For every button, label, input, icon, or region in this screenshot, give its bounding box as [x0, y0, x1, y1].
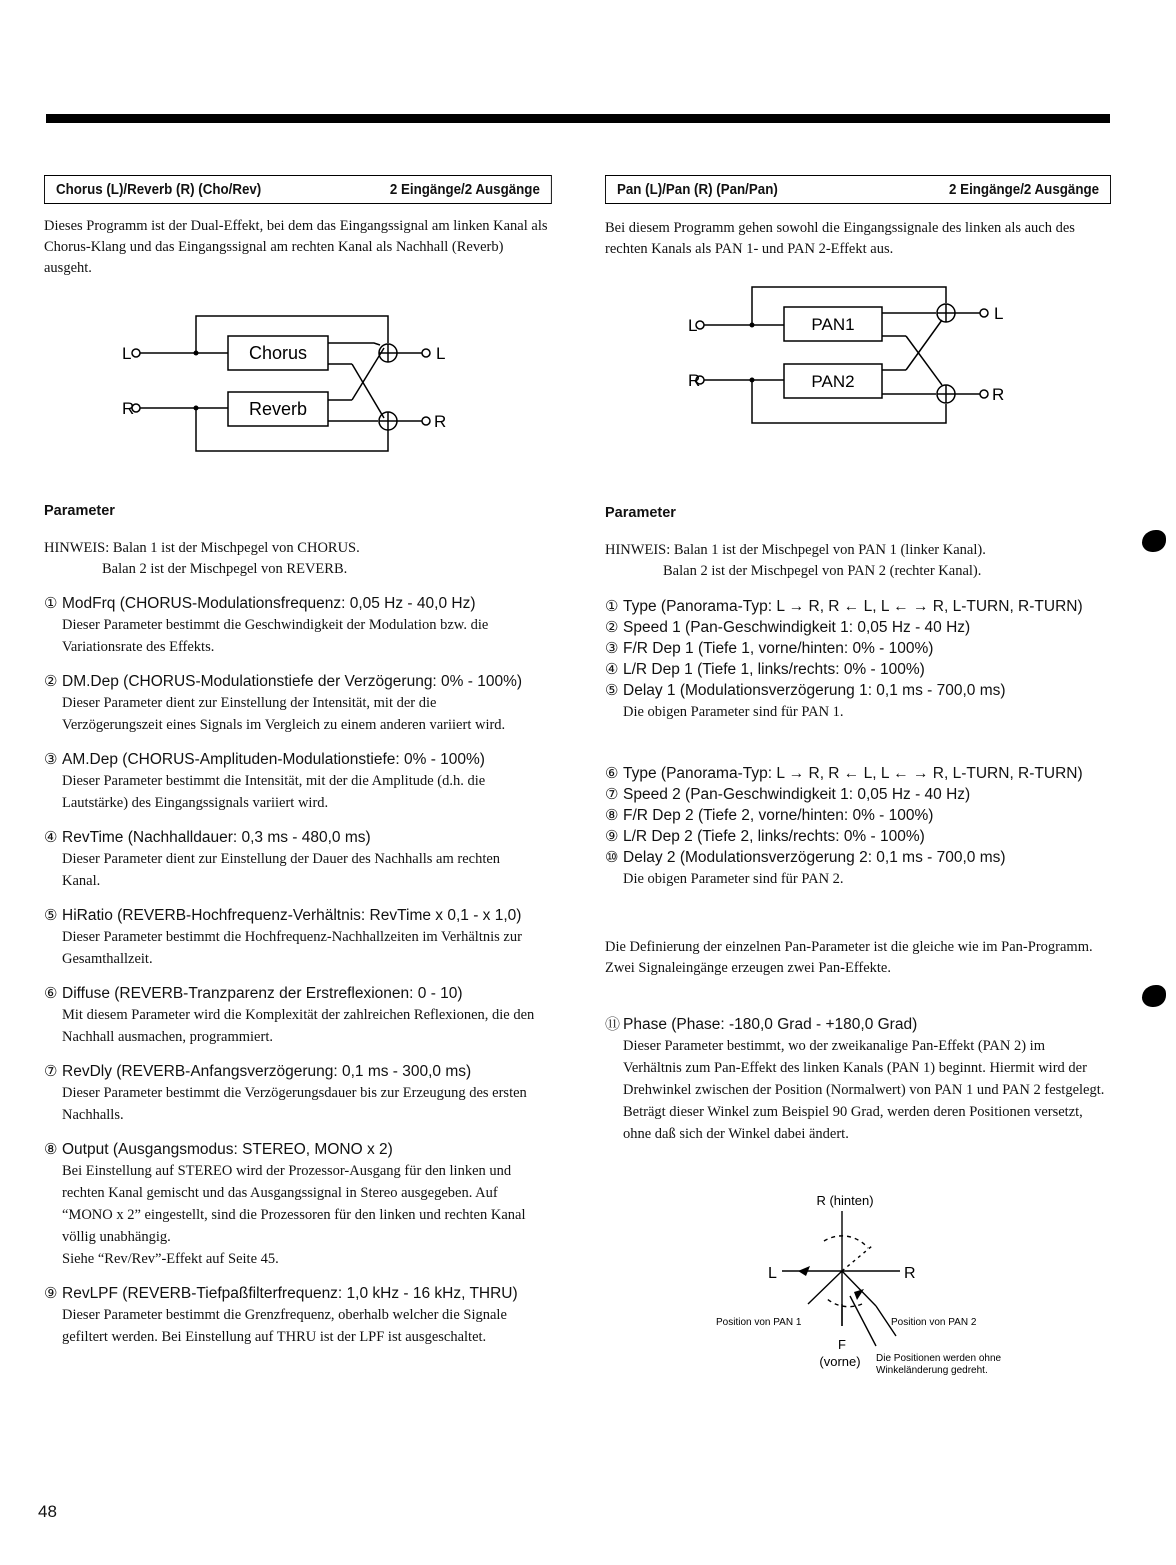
left-param-6 [44, 983, 536, 1048]
param-title: Speed 1 (Pan-Geschwindigkeit 1: 0,05 Hz - 40 Hz) [623, 619, 971, 636]
page-number: 48 [38, 1502, 57, 1521]
left-note-line2: Balan 2 ist der Mischpegel von REVERB. [102, 561, 348, 577]
diagram-box-reverb: Reverb [248, 399, 308, 419]
left-param-9 [44, 1283, 536, 1348]
margin-mark [1142, 530, 1166, 552]
left-section-header [44, 175, 552, 204]
diagram-box-chorus: Chorus [248, 343, 308, 363]
margin-mark [1142, 985, 1166, 1007]
right-param-3 [605, 638, 1095, 659]
left-param-1 [44, 593, 536, 658]
param-title: F/R Dep 1 (Tiefe 1, vorne/hinten: 0% - 100%) [623, 640, 934, 657]
pan-diagram-in-l: L [688, 316, 698, 335]
param-desc: Dieser Parameter bestimmt die Geschwindigkeit der Modulation bzw. die Variationsrate des Effekts. [62, 617, 489, 655]
right-note-line1: HINWEIS: Balan 1 ist der Mischpegel von PAN 1 (linker Kanal). [605, 542, 986, 558]
diagram-out-r: R [434, 412, 447, 431]
left-header-io: 2 Eingänge/2 Ausgänge [389, 181, 540, 198]
phase-right-label: R [904, 1265, 916, 1282]
right-param-4 [605, 659, 1095, 680]
param-title: HiRatio (REVERB-Hochfrequenz-Verhältnis: RevTime x 0,1 - x 1,0) [62, 907, 522, 924]
param-number: ⑧ [44, 1141, 58, 1158]
right-note [605, 540, 1110, 582]
pan-diagram-out-r: R [992, 385, 1005, 404]
right-param-10 [605, 847, 1095, 868]
left-param-7 [44, 1061, 536, 1126]
right-section-header [605, 175, 1111, 204]
right-parameter-heading: Parameter [605, 505, 676, 521]
param-number: ⑥ [605, 765, 619, 782]
param-number: ⑦ [605, 786, 619, 803]
phase-note-line2: Winkeländerung gedreht. [876, 1365, 988, 1376]
param-title: RevLPF (REVERB-Tiefpaßfilterfrequenz: 1,0 kHz - 16 kHz, THRU) [62, 1285, 518, 1302]
left-param-5 [44, 905, 536, 970]
param-desc: Dieser Parameter bestimmt die Grenzfrequenz, oberhalb welcher die Signale gefiltert werden. Bei Einstellung auf THRU ist der LPF ist ausgeschaltet. [62, 1307, 507, 1345]
right-param-9 [605, 826, 1095, 847]
param-desc: Dieser Parameter dient zur Einstellung der Dauer des Nachhalls am rechten Kanal. [62, 851, 501, 889]
param-title: Type (Panorama-Typ: L → R, R ← L, L ← → R, L-TURN, R-TURN) [623, 765, 1083, 782]
diagram-out-l: L [436, 344, 446, 363]
param-title: RevDly (REVERB-Anfangsverzögerung: 0,1 ms - 300,0 ms) [62, 1063, 472, 1080]
param-desc: Dieser Parameter dient zur Einstellung der Intensität, mit der die Verzögerungszeit eines Signals im Vergleich zu einem anderen variiert wird. [62, 695, 506, 733]
param-title: Phase (Phase: -180,0 Grad - +180,0 Grad) [623, 1016, 918, 1033]
param-number: ⑤ [44, 907, 58, 924]
left-param-3 [44, 749, 536, 814]
phase-top-label: R (hinten) [816, 1193, 874, 1208]
left-parameter-heading: Parameter [44, 503, 115, 519]
param-title: F/R Dep 2 (Tiefe 2, vorne/hinten: 0% - 100%) [623, 807, 934, 824]
param-number: ⑤ [605, 682, 619, 699]
param-title: Diffuse (REVERB-Tranzparenz der Erstreflexionen: 0 - 10) [62, 985, 463, 1002]
left-param-2 [44, 671, 536, 736]
right-param-1 [605, 596, 1095, 617]
param-number: ⑧ [605, 807, 619, 824]
param-number: ⑥ [44, 985, 58, 1002]
left-intro: Dieses Programm ist der Dual-Effekt, bei dem das Eingangssignal am linken Kanal als Chorus-Klang und das Eingangssignal am rechten Kanal als Nachhall (Reverb) ausgeht. [44, 218, 548, 276]
pan-diagram-box-pan1: PAN1 [811, 315, 855, 334]
right-param-2 [605, 617, 1095, 638]
param-title: Speed 2 (Pan-Geschwindigkeit 1: 0,05 Hz - 40 Hz) [623, 786, 971, 803]
param-number: ② [605, 619, 619, 636]
left-parameter-list [44, 593, 536, 1348]
phase-bottom-label-2: (vorne) [819, 1354, 861, 1369]
param-number: ⑩ [605, 849, 619, 866]
right-header-io: 2 Eingänge/2 Ausgänge [949, 181, 1100, 198]
phase-bottom-label: F [838, 1337, 846, 1352]
param-number: ③ [605, 640, 619, 657]
param-title: L/R Dep 1 (Tiefe 1, links/rechts: 0% - 100%) [623, 661, 925, 678]
phase-pos2-label: Position von PAN 2 [891, 1317, 977, 1328]
param-desc-extra: Siehe “Rev/Rev”-Effekt auf Seite 45. [62, 1251, 279, 1267]
phase-left-label: L [768, 1265, 777, 1282]
phase-diagram [700, 1186, 1060, 1386]
param-number: ⑨ [44, 1285, 58, 1302]
diagram-in-r: R [122, 399, 135, 418]
left-param-8 [44, 1139, 536, 1270]
param-number: ⑨ [605, 828, 619, 845]
param-desc: Dieser Parameter bestimmt die Intensität, mit der die Amplitude (d.h. die Lautstärke) des Eingangssignals variiert wird. [62, 773, 486, 811]
param-number: ⑪ [605, 1016, 621, 1033]
param-number: ④ [44, 829, 58, 846]
right-group-2-note: Die obigen Parameter sind für PAN 2. [623, 871, 844, 887]
right-param-7 [605, 784, 1095, 805]
param-number: ① [605, 598, 619, 615]
param-title: AM.Dep (CHORUS-Amplituden-Modulationstiefe: 0% - 100%) [62, 751, 485, 768]
param-desc: Dieser Parameter bestimmt, wo der zweikanalige Pan-Effekt (PAN 2) im Verhältnis zum Pan-Effekt des linken Kanals (PAN 1) beginnt. Hiermit wird der Drehwinkel zwischen der Position (Normalwert) von PAN 1 und PAN 2 festgelegt. Beträgt dieser Winkel zum Beispiel 90 Grad, werden deren Positionen versetzt, ohne daß sich der Winkel dabei ändert. [623, 1038, 1105, 1142]
right-parameter-group-1 [605, 596, 1095, 723]
param-number: ② [44, 673, 58, 690]
right-group-1-note: Die obigen Parameter sind für PAN 1. [623, 704, 844, 720]
top-rule [46, 114, 1110, 123]
right-param-11 [605, 1014, 1105, 1145]
left-param-4 [44, 827, 536, 892]
param-number: ③ [44, 751, 58, 768]
param-number: ① [44, 595, 58, 612]
right-param-5 [605, 680, 1095, 701]
param-number: ④ [605, 661, 619, 678]
right-note-line2: Balan 2 ist der Mischpegel von PAN 2 (rechter Kanal). [663, 563, 982, 579]
param-title: ModFrq (CHORUS-Modulationsfrequenz: 0,05 Hz - 40,0 Hz) [62, 595, 476, 612]
param-title: Delay 2 (Modulationsverzögerung 2: 0,1 ms - 700,0 ms) [623, 849, 1006, 866]
param-title: DM.Dep (CHORUS-Modulationstiefe der Verzögerung: 0% - 100%) [62, 673, 523, 690]
right-param-8 [605, 805, 1095, 826]
param-desc: Bei Einstellung auf STEREO wird der Prozessor-Ausgang für den linken und rechten Kanal gemischt und das Ausgangssignal in Stereo ausgegeben. Auf “MONO x 2” eingestellt, sind die Prozessoren für den linken und rechten Kanal völlig unabhängig. [62, 1163, 526, 1245]
param-title: L/R Dep 2 (Tiefe 2, links/rechts: 0% - 100%) [623, 828, 925, 845]
phase-note-line1: Die Positionen werden ohne [876, 1353, 1002, 1364]
chorus-reverb-diagram [120, 308, 460, 458]
right-definition: Die Definierung der einzelnen Pan-Parameter ist die gleiche wie im Pan-Programm. Zwei Signaleingänge erzeugen zwei Pan-Effekte. [605, 939, 1093, 976]
pan-diagram-in-r: R [688, 371, 701, 390]
param-desc: Mit diesem Parameter wird die Komplexität der zahlreichen Reflexionen, die den Nachhall ausmachen, programmiert. [62, 1007, 535, 1045]
param-number: ⑦ [44, 1063, 58, 1080]
diagram-in-l: L [122, 344, 132, 363]
left-note-line1: HINWEIS: Balan 1 ist der Mischpegel von CHORUS. [44, 540, 360, 556]
right-intro: Bei diesem Programm gehen sowohl die Eingangssignale des linken als auch des rechten Kanals als PAN 1- und PAN 2-Effekt aus. [605, 220, 1075, 257]
right-header-title: Pan (L)/Pan (R) (Pan/Pan) [616, 181, 778, 198]
param-title: Output (Ausgangsmodus: STEREO, MONO x 2) [62, 1141, 393, 1158]
param-title: Type (Panorama-Typ: L → R, R ← L, L ← → R, L-TURN, R-TURN) [623, 598, 1083, 615]
left-header-title: Chorus (L)/Reverb (R) (Cho/Rev) [55, 181, 262, 198]
param-title: RevTime (Nachhalldauer: 0,3 ms - 480,0 ms) [62, 829, 371, 846]
pan-pan-diagram [684, 280, 1024, 430]
param-title: Delay 1 (Modulationsverzögerung 1: 0,1 ms - 700,0 ms) [623, 682, 1006, 699]
pan-diagram-box-pan2: PAN2 [811, 372, 855, 391]
param-desc: Dieser Parameter bestimmt die Hochfrequenz-Nachhallzeiten im Verhältnis zur Gesamthallzeit. [62, 929, 522, 967]
right-parameter-group-2 [605, 763, 1095, 890]
pan-diagram-out-l: L [994, 304, 1004, 323]
phase-pos1-label: Position von PAN 1 [716, 1317, 802, 1328]
param-desc: Dieser Parameter bestimmt die Verzögerungsdauer bis zur Erzeugung des ersten Nachhalls. [62, 1085, 527, 1123]
right-param-6 [605, 763, 1095, 784]
left-note [44, 538, 549, 580]
